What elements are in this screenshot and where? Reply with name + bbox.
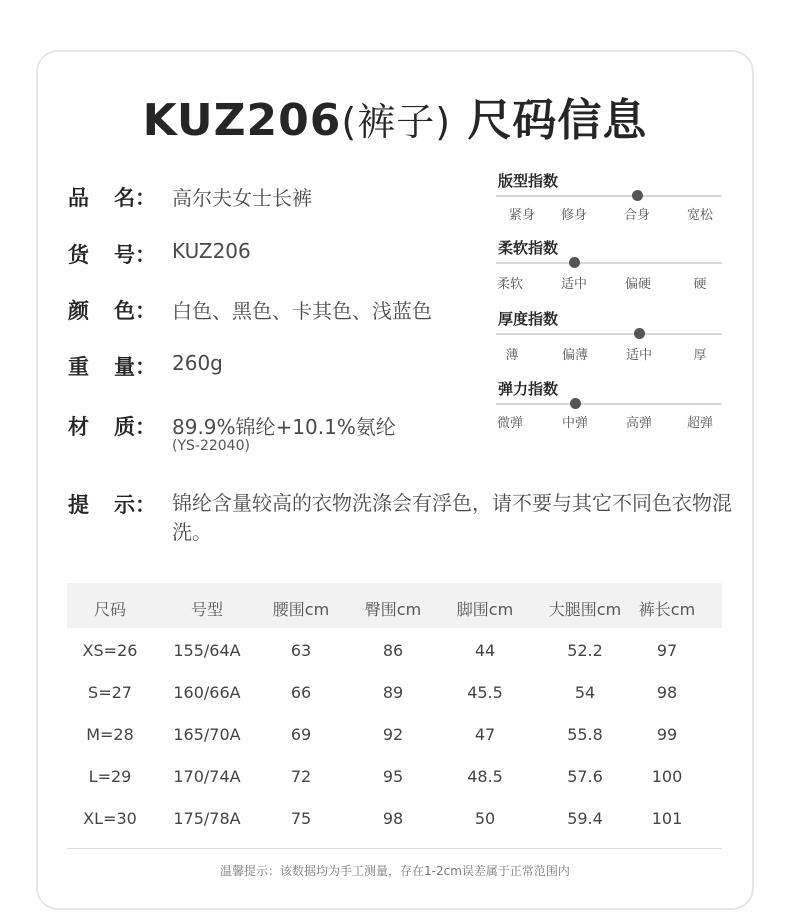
table-cell: 47	[474, 725, 496, 744]
index-option: 硬	[693, 277, 707, 292]
table-cell: S=27	[88, 683, 132, 702]
table-cell: 75	[290, 809, 312, 828]
info-value: 89.9%锦纶+10.1%氨纶	[172, 415, 396, 439]
index-option: 偏硬	[624, 277, 651, 292]
index-track	[496, 262, 722, 264]
index-title: 弹力指数	[498, 380, 559, 398]
table-cell: 101	[651, 809, 683, 828]
index-option: 宽松	[686, 208, 713, 223]
table-cell: M=28	[86, 725, 134, 744]
index-option: 适中	[625, 348, 652, 363]
table-cell: 48.5	[467, 767, 503, 786]
index-track	[496, 333, 722, 335]
table-row	[67, 798, 722, 840]
index-track	[496, 403, 722, 405]
index-options	[496, 273, 722, 293]
table-cell: 57.6	[567, 767, 603, 786]
index-title: 厚度指数	[498, 310, 559, 328]
table-cell: 95	[382, 767, 404, 786]
index-option: 高弹	[625, 416, 652, 431]
table-cell: 97	[656, 641, 678, 660]
table-cell: 63	[290, 641, 312, 660]
table-cell: 69	[290, 725, 312, 744]
table-cell: XL=30	[83, 809, 137, 828]
index-options	[496, 412, 722, 432]
table-cell: 66	[290, 683, 312, 702]
table-row	[67, 714, 722, 756]
info-value: 260g	[172, 351, 223, 375]
table-cell: 54	[574, 683, 596, 702]
table-cell: 165/70A	[173, 725, 241, 744]
index-option: 厚	[693, 348, 707, 363]
table-cell: 98	[656, 683, 678, 702]
index-option: 修身	[560, 208, 587, 223]
index-option: 薄	[505, 348, 519, 363]
title-model: KUZ206	[142, 95, 342, 146]
table-cell: 99	[656, 725, 678, 744]
table-cell: L=29	[88, 767, 132, 786]
index-marker	[632, 190, 643, 201]
index-marker	[570, 398, 581, 409]
index-option: 中弹	[561, 416, 588, 431]
index-title: 版型指数	[498, 172, 559, 190]
measurement-note: 温馨提示：该数据均为手工测量，存在1-2cm误差属于正常范围内	[220, 864, 570, 878]
table-cell: 92	[382, 725, 404, 744]
index-marker	[634, 328, 645, 339]
index-options	[496, 344, 722, 364]
table-cell: 100	[651, 767, 683, 786]
tip-value: 锦纶含量较高的衣物洗涤会有浮色，请不要与其它不同色衣物混洗。	[172, 491, 732, 544]
title-rest: 尺码信息	[467, 95, 648, 146]
info-value: KUZ206	[172, 239, 251, 263]
table-bottom-divider	[67, 848, 722, 849]
table-header-cell: 号型	[190, 600, 223, 619]
title-category: (裤子)	[341, 100, 452, 144]
table-cell: 52.2	[567, 641, 603, 660]
index-marker	[569, 257, 580, 268]
table-cell: 155/64A	[173, 641, 241, 660]
table-header-cell: 尺码	[93, 600, 126, 619]
table-cell: 98	[382, 809, 404, 828]
table-cell: 72	[290, 767, 312, 786]
table-header-cell: 臀围cm	[364, 600, 422, 619]
table-header-cell: 裤长cm	[638, 600, 696, 619]
table-header-cell: 腰围cm	[272, 600, 330, 619]
index-option: 紧身	[508, 208, 535, 223]
index-options	[496, 204, 722, 224]
index-option: 超弹	[686, 416, 713, 431]
table-header-cell: 大腿围cm	[548, 600, 622, 619]
table-header-cell: 脚围cm	[456, 600, 514, 619]
table-header	[67, 583, 722, 628]
index-title: 柔软指数	[498, 239, 559, 257]
table-cell: 86	[382, 641, 404, 660]
table-cell: 50	[474, 809, 496, 828]
index-option: 微弹	[496, 416, 523, 431]
index-option: 适中	[560, 277, 587, 292]
table-row	[67, 630, 722, 672]
info-value: 白色、黑色、卡其色、浅蓝色	[172, 299, 432, 323]
page-title	[0, 84, 790, 148]
table-cell: 55.8	[567, 725, 603, 744]
table-cell: 89	[382, 683, 404, 702]
table-cell: 45.5	[467, 683, 503, 702]
material-code: (YS-22040)	[172, 438, 250, 454]
table-cell: 175/78A	[173, 809, 241, 828]
table-cell: 44	[474, 641, 496, 660]
index-option: 柔软	[496, 277, 523, 292]
table-cell: 59.4	[567, 809, 603, 828]
info-value: 高尔夫女士长裤	[172, 186, 312, 210]
index-option: 合身	[623, 208, 650, 223]
index-option: 偏薄	[561, 348, 588, 363]
table-row	[67, 672, 722, 714]
table-cell: XS=26	[82, 641, 138, 660]
table-cell: 160/66A	[173, 683, 241, 702]
table-cell: 170/74A	[173, 767, 241, 786]
table-row	[67, 756, 722, 798]
index-track	[496, 195, 722, 197]
